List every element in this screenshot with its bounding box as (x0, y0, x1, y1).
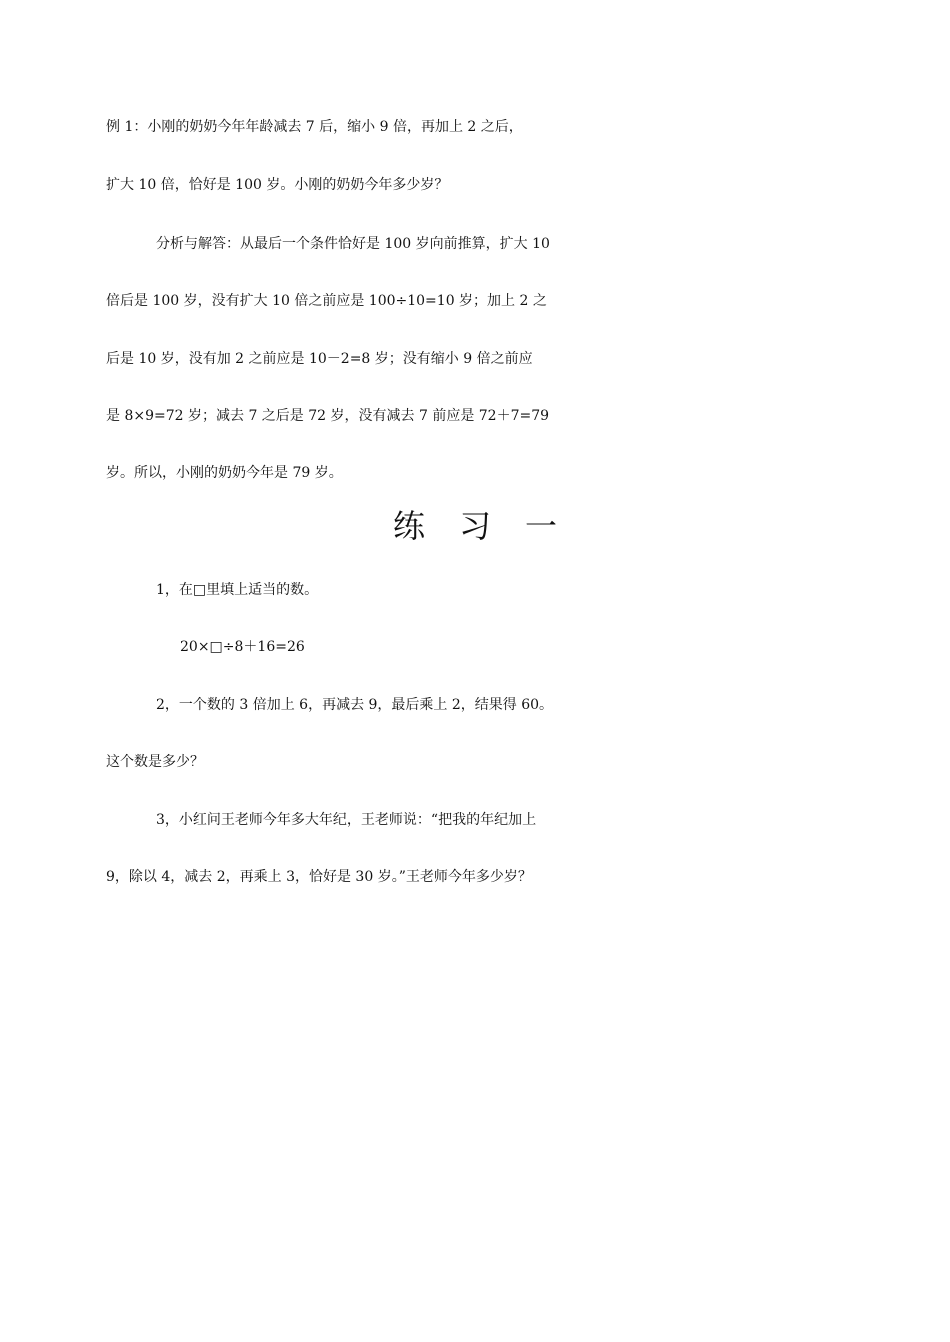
example-line-1: 例 1：小刚的奶奶今年年龄减去 7 后，缩小 9 倍，再加上 2 之后， (106, 119, 523, 135)
example-line-2: 扩大 10 倍，恰好是 100 岁。小刚的奶奶今年多少岁？ (106, 177, 449, 193)
question-2-line-2: 这个数是多少？ (106, 754, 204, 770)
analysis-line-3: 后是 10 岁，没有加 2 之前应是 10－2=8 岁；没有缩小 9 倍之前应 (106, 351, 533, 367)
analysis-line-1: 分析与解答：从最后一个条件恰好是 100 岁向前推算，扩大 10 (156, 236, 550, 252)
analysis-line-4: 是 8×9=72 岁；减去 7 之后是 72 岁，没有减去 7 前应是 72＋7=79 (106, 408, 550, 424)
analysis-line-2: 倍后是 100 岁，没有扩大 10 倍之前应是 100÷10=10 岁；加上 2 之 (106, 293, 547, 309)
question-1-prompt: 1，在□里填上适当的数。 (156, 582, 319, 598)
exercise-title: 练习一 (392, 507, 591, 545)
question-3-line-2: 9，除以 4，减去 2，再乘上 3，恰好是 30 岁。”王老师今年多少岁？ (106, 869, 532, 885)
question-3-line-1: 3，小红问王老师今年多大年纪，王老师说：“把我的年纪加上 (156, 812, 537, 828)
analysis-line-5: 岁。所以，小刚的奶奶今年是 79 岁。 (106, 465, 343, 481)
question-2-line-1: 2，一个数的 3 倍加上 6，再减去 9，最后乘上 2，结果得 60。 (156, 697, 554, 713)
question-1-equation: 20×□÷8＋16=26 (180, 639, 305, 655)
